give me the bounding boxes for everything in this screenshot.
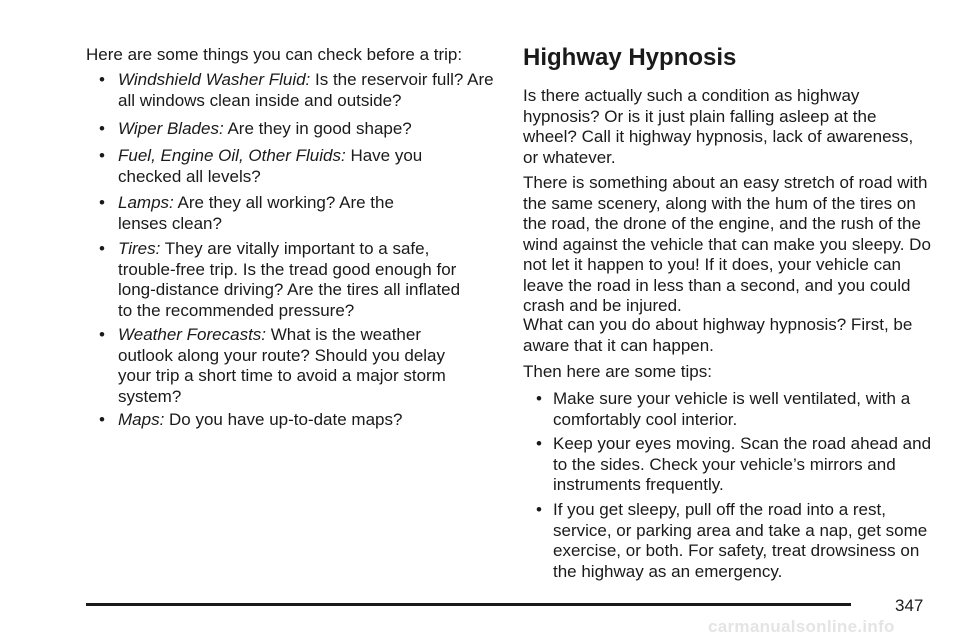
bullet-icon: • xyxy=(536,500,542,519)
list-item-washer-fluid xyxy=(86,70,506,111)
item-text: Do you have up-to-date maps? xyxy=(164,410,403,429)
bullet-icon: • xyxy=(99,70,105,89)
paragraph: Is there actually such a condition as highway hypnosis? Or is it just plain falling asleep at the wheel? Call it highway hypnosis, lack of awareness, or whatever. xyxy=(523,86,914,167)
bullet-icon: • xyxy=(536,434,542,453)
intro-text: Here are some things you can check before a trip: xyxy=(86,45,463,64)
item-term: Fuel, Engine Oil, Other Fluids: xyxy=(118,146,346,165)
item-term: Weather Forecasts: xyxy=(118,325,267,344)
item-text: What is the weather outlook along your route? Should you delay your trip a short time to avoid a major storm system? xyxy=(118,325,446,406)
paragraph: What can you do about highway hypnosis? First, be aware that it can happen. xyxy=(523,315,913,355)
item-text: Are they in good shape? xyxy=(223,119,412,138)
watermark: carmanualsonline.info xyxy=(708,617,895,636)
item-term: Wiper Blades: xyxy=(118,119,224,138)
list-item-fluids xyxy=(86,146,506,187)
bullet-icon: • xyxy=(536,389,542,408)
item-term: Maps: xyxy=(118,410,165,429)
item-term: Tires: xyxy=(118,239,161,258)
tip-text: Keep your eyes moving. Scan the road ahead and to the sides. Check your vehicle’s mirrors and instruments frequently. xyxy=(553,434,932,494)
tip-text: If you get sleepy, pull off the road into a rest, service, or parking area and take a nap, get some exercise, or both. For safety, treat drowsiness on the highway as an emergency. xyxy=(553,500,928,581)
item-text: Is the reservoir full? Are all windows clean inside and outside? xyxy=(118,70,494,110)
list-item-maps xyxy=(86,410,506,431)
list-item-tip-ventilation xyxy=(523,389,943,430)
section-heading: Highway Hypnosis xyxy=(523,44,737,71)
bullet-icon: • xyxy=(99,239,105,258)
bullet-icon: • xyxy=(99,325,105,344)
item-text: Are they all working? Are the lenses clean? xyxy=(118,193,394,233)
list-item-wiper-blades xyxy=(86,119,506,140)
page-number: 347 xyxy=(895,596,924,615)
paragraph: There is something about an easy stretch of road with the same scenery, along with the hum of the tires on the road, the drone of the engine, and the rush of the wind against the vehicle that can make you sleepy. Do not let it happen to you! If it does, your vehicle can leave the road in less than a second, and you could crash and be injured. xyxy=(523,173,931,315)
list-item-tip-eyes xyxy=(523,434,943,496)
list-item-tip-sleepy xyxy=(523,500,943,582)
item-text: They are vitally important to a safe, trouble-free trip. Is the tread good enough for long-distance driving? Are the tires all inflated to the recommended pressure? xyxy=(118,239,461,320)
footer-rule xyxy=(86,603,851,606)
paragraph: Then here are some tips: xyxy=(523,362,712,381)
item-term: Windshield Washer Fluid: xyxy=(118,70,311,89)
bullet-icon: • xyxy=(99,193,105,212)
list-item-weather xyxy=(86,325,506,407)
bullet-icon: • xyxy=(99,146,105,165)
list-item-tires xyxy=(86,239,506,321)
item-text: Have you checked all levels? xyxy=(118,146,423,186)
bullet-icon: • xyxy=(99,119,105,138)
item-term: Lamps: xyxy=(118,193,174,212)
list-item-lamps xyxy=(86,193,506,234)
bullet-icon: • xyxy=(99,410,105,429)
tip-text: Make sure your vehicle is well ventilated, with a comfortably cool interior. xyxy=(553,389,911,429)
